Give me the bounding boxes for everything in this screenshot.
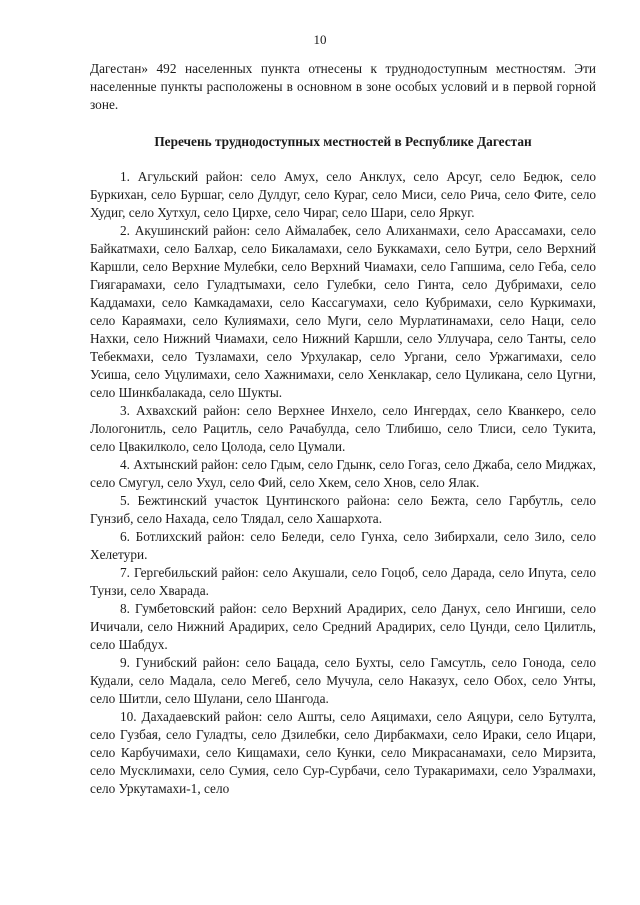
list-item: 6. Ботлихский район: село Беледи, село Гунха, село Зибирхали, село Зило, село Хелетури. (90, 529, 596, 562)
list-item: 2. Акушинский район: село Аймалабек, село Алиханмахи, село Арассамахи, село Байкатмахи, село Балхар, село Бикаламахи, село Буккамахи, село Бутри, село Верхний Каршли, село Верхние Мулебки, село Верхний Чиамахи, село Гапшима, село Геба, село Гиягарамахи, село Гуладтымахи, село Гулебки, село Гинта, село Дубримахи, село Каддамахи, село Камкадамахи, село Кассагумахи, село Кубримахи, село Куркимахи, село Караямахи, село Кулиямахи, село Муги, село Мурлатинамахи, село Наци, село Нахки, село Нижний Чиамахи, село Нижний Каршли, село Уллучара, село Танты, село Тебекмахи, село Тузламахи, село Урхулакар, село Ургани, село Уржагимахи, село Усиша, село Уцулимахи, село Хажнимахи, село Хенклакар, село Цуликана, село Цугни, село Шинкбалакада, село Шукты. (90, 223, 596, 400)
list-item: 10. Дахадаевский район: село Ашты, село Аяцимахи, село Аяцури, село Бутулта, село Гузбая, село Гуладты, село Дзилебки, село Дирбакмахи, село Ираки, село Ицари, село Карбучимахи, село Кищамахи, село Кунки, село Микрасанамахи, село Мирзита, село Мусклимахи, село Сумия, село Сур-Сурбачи, село Туракаримахи, село Узралмахи, село Уркутамахи-1, село (90, 709, 596, 796)
document-body (90, 60, 596, 798)
intro-paragraph: Дагестан» 492 населенных пункта отнесены к труднодоступным местностям. Эти населенные пункты расположены в основном в зоне особых условий и в первой горной зоне. (90, 61, 596, 112)
list-item: 9. Гунибский район: село Бацада, село Бухты, село Гамсутль, село Гонода, село Кудали, село Мадала, село Мегеб, село Мучула, село Наказух, село Обох, село Унты, село Шитли, село Шулани, село Шангода. (90, 655, 596, 706)
list-item: 3. Ахвахский район: село Верхнее Инхело, село Ингердах, село Кванкеро, село Лологонитль, село Рацитль, село Рачабулда, село Тлибишо, село Тлиси, село Тукита, село Цвакилколо, село Цолода, село Цумали. (90, 403, 596, 454)
list-item: 5. Бежтинский участок Цунтинского района: село Бежта, село Гарбутль, село Гунзиб, село Нахада, село Тлядал, село Хашархота. (90, 493, 596, 526)
list-title: Перечень труднодоступных местностей в Республике Дагестан (154, 134, 532, 149)
list-item: 1. Агульский район: село Амух, село Анклух, село Арсуг, село Бедюк, село Буркихан, село Буршаг, село Дулдуг, село Кураг, село Миси, село Рича, село Фите, село Худиг, село Хутхул, село Цирхе, село Чираг, село Шари, село Яркуг. (90, 169, 596, 220)
list-item: 8. Гумбетовский район: село Верхний Арадирих, село Данух, село Ингиши, село Ичичали, село Нижний Арадирих, село Средний Арадирих, село Цунди, село Цилитль, село Шабдух. (90, 601, 596, 652)
list-item: 7. Гергебильский район: село Акушали, село Гоцоб, село Дарада, село Ипута, село Тунзи, село Хварада. (90, 565, 596, 598)
list-item: 4. Ахтынский район: село Гдым, село Гдынк, село Гогаз, село Джаба, село Миджах, село Смугул, село Ухул, село Фий, село Хкем, село Хнов, село Ялак. (90, 457, 596, 490)
page-number: 10 (313, 32, 327, 47)
